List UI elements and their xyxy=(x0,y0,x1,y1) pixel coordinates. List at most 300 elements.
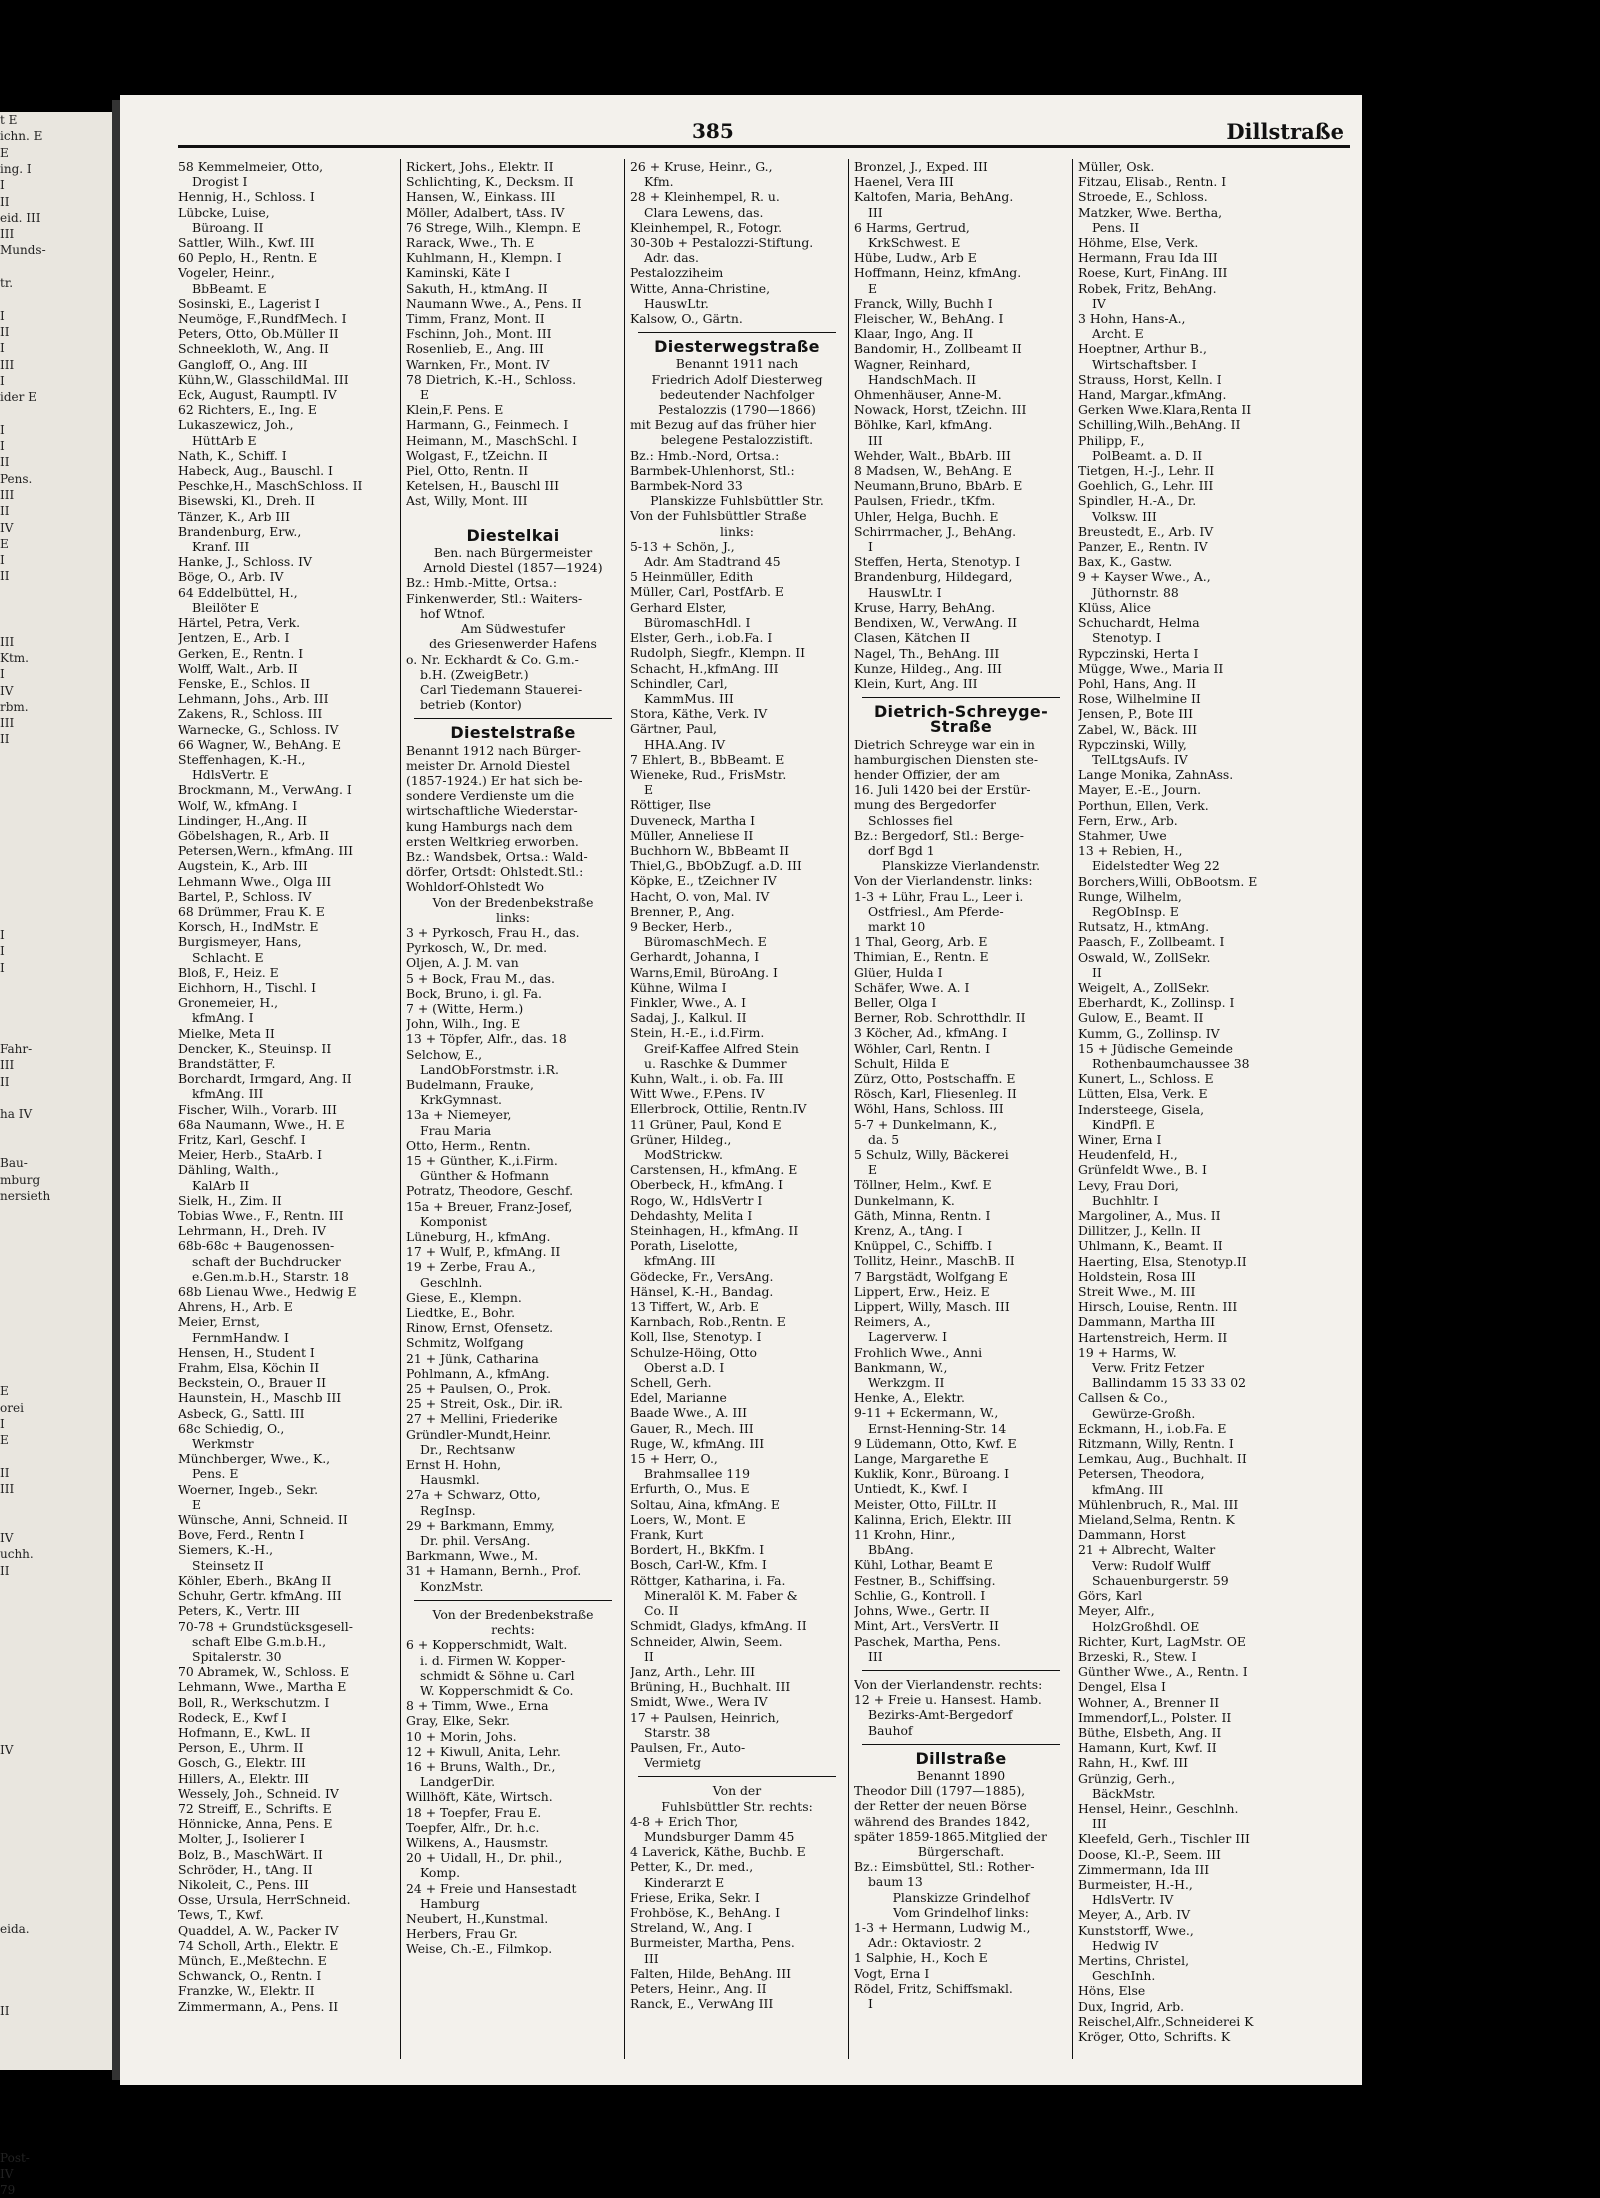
directory-entry: Kranf. III xyxy=(192,539,250,555)
directory-entry: Lippert, Erw., Heiz. E xyxy=(854,1283,990,1299)
directory-entry: LandgerDir. xyxy=(420,1774,496,1790)
directory-entry: 74 Scholl, Arth., Elektr. E xyxy=(178,1937,339,1953)
directory-entry: Habeck, Aug., Bauschl. I xyxy=(178,463,333,479)
running-head: Dillstraße xyxy=(1226,119,1344,144)
directory-entry: Bankmann, W., xyxy=(854,1359,948,1375)
left-page-text-fragment: II xyxy=(0,732,10,747)
directory-entry: 6 + Kopperschmidt, Walt. xyxy=(406,1637,568,1653)
directory-entry: Werkmstr xyxy=(192,1436,254,1452)
directory-entry: Bandomir, H., Zollbeamt II xyxy=(854,341,1022,357)
left-page-text-fragment: I xyxy=(0,373,5,388)
directory-entry: HauswLtr. I xyxy=(868,584,942,600)
directory-entry: Greif-Kaffee Alfred Stein xyxy=(644,1040,799,1056)
directory-entry: Werkzgm. II xyxy=(868,1375,945,1391)
page-number: 385 xyxy=(692,119,734,143)
directory-entry: Smidt, Wwe., Wera IV xyxy=(630,1694,768,1710)
left-page-text-fragment: IV xyxy=(0,1531,14,1546)
directory-entry: 16 + Bruns, Walth., Dr., xyxy=(406,1758,556,1774)
directory-entry: schmidt & Söhne u. Carl xyxy=(420,1667,575,1683)
directory-entry: Ast, Willy, Mont. III xyxy=(406,493,528,509)
directory-entry: Rypczinski, Herta I xyxy=(1078,645,1199,661)
directory-entry: Gray, Elke, Sekr. xyxy=(406,1713,510,1729)
directory-entry: Hand, Margar.,kfmAng. xyxy=(1078,387,1227,403)
directory-entry: kfmAng. III xyxy=(1092,1481,1164,1497)
directory-entry: Fritz, Karl, Geschf. I xyxy=(178,1132,306,1147)
directory-entry: 9 Becker, Herb., xyxy=(630,918,733,934)
directory-entry: Peters, Otto, Ob.Müller II xyxy=(178,326,339,342)
directory-entry: Schäfer, Wwe. A. I xyxy=(854,979,970,995)
directory-entry: 26 + Kruse, Heinr., G., xyxy=(630,159,773,174)
directory-entry: Grünzig, Gerh., xyxy=(1078,1770,1176,1786)
directory-entry: W. Kopperschmidt & Co. xyxy=(420,1682,574,1698)
directory-entry: III xyxy=(868,432,883,448)
directory-entry: Meier, Herb., StaArb. I xyxy=(178,1147,322,1163)
directory-entry: Frohlich Wwe., Anni xyxy=(854,1344,983,1360)
street-note: Ben. nach Bürgermeister xyxy=(433,545,593,561)
directory-entry: Hensen, H., Student I xyxy=(178,1344,315,1360)
directory-entry: Bolz, B., MaschWärt. II xyxy=(178,1846,323,1862)
left-page-text-fragment: mburg xyxy=(0,1172,41,1187)
directory-entry: Duveneck, Martha I xyxy=(630,812,756,828)
directory-entry: Indersteege, Gisela, xyxy=(1078,1101,1205,1117)
directory-entry: Stora, Käthe, Verk. IV xyxy=(630,706,768,722)
directory-entry: BbBeamt. E xyxy=(192,280,267,296)
directory-entry: Karnbach, Rob.,Rentn. E xyxy=(630,1314,786,1330)
directory-entry: HandschMach. II xyxy=(868,371,977,387)
left-page-text-fragment: II xyxy=(0,1465,10,1480)
directory-entry: Brahmsallee 119 xyxy=(644,1466,751,1482)
directory-entry: Weigelt, A., ZollSekr. xyxy=(1078,979,1210,995)
directory-entry: III xyxy=(868,204,883,220)
directory-entry: Dengel, Elsa I xyxy=(1078,1679,1166,1695)
directory-entry: 70 Abramek, W., Schloss. E xyxy=(178,1664,350,1680)
directory-entry: Warnecke, G., Schloss. IV xyxy=(178,721,339,737)
directory-entry: Oberst a.D. I xyxy=(644,1359,725,1375)
directory-entry: Heudenfeld, H., xyxy=(1078,1147,1178,1163)
left-page-text-fragment: uchh. xyxy=(0,1547,34,1562)
directory-entry: Brandstätter, F. xyxy=(178,1055,276,1071)
directory-entry: HHA.Ang. IV xyxy=(644,736,726,752)
directory-entry: 5 Schulz, Willy, Bäckerei xyxy=(854,1147,1009,1162)
directory-entry: Hübe, Ludw., Arb E xyxy=(854,250,977,266)
directory-entry: BüromaschHdl. I xyxy=(644,614,751,630)
directory-entry: Höhme, Else, Verk. xyxy=(1078,235,1199,251)
directory-entry: Immendorf,L., Polster. II xyxy=(1078,1709,1232,1725)
directory-entry: 1-3 + Lühr, Frau L., Leer i. xyxy=(854,888,1024,904)
directory-entry: sondere Verdienste um die xyxy=(406,788,575,804)
directory-entry: Beckstein, O., Brauer II xyxy=(178,1375,327,1391)
directory-entry: Budelmann, Frauke, xyxy=(406,1076,534,1092)
directory-entry: Gäth, Minna, Rentn. I xyxy=(854,1207,991,1223)
directory-entry: Mühlenbruch, R., Mal. III xyxy=(1078,1496,1239,1512)
directory-entry: Bz.: Bergedorf, Stl.: Berge- xyxy=(854,827,1024,843)
directory-entry: Korsch, H., IndMstr. E xyxy=(178,919,319,935)
directory-entry: 78 Dietrich, K.-H., Schloss. xyxy=(406,371,577,387)
directory-entry: Komponist xyxy=(420,1213,487,1229)
left-page-text-fragment: ing. I xyxy=(0,161,32,176)
left-page-text-fragment: Munds- xyxy=(0,243,46,258)
directory-entry: Schacht, H.,kfmAng. III xyxy=(630,660,779,676)
directory-entry: Wieneke, Rud., FrisMstr. xyxy=(630,766,787,782)
directory-entry: Gulow, E., Beamt. II xyxy=(1078,1010,1204,1026)
left-page-text-fragment: IV xyxy=(0,2166,14,2181)
directory-entry: Witt Wwe., F.Pens. IV xyxy=(630,1086,765,1102)
directory-entry: Erfurth, O., Mus. E xyxy=(630,1481,750,1497)
directory-entry: Warns,Emil, BüroAng. I xyxy=(630,964,778,980)
directory-entry: Lehmann Wwe., Olga III xyxy=(178,873,332,889)
directory-entry: 5 Heinmüller, Edith xyxy=(630,569,754,585)
directory-entry: Frohböse, K., BehAng. I xyxy=(630,1904,781,1920)
directory-entry: Fischer, Wilh., Vorarb. III xyxy=(178,1101,337,1117)
directory-entry: Verw: Rudolf Wulff xyxy=(1092,1557,1210,1573)
directory-entry: Janz, Arth., Lehr. III xyxy=(630,1663,756,1679)
directory-entry: Baade Wwe., A. III xyxy=(630,1405,748,1421)
street-note: Benannt 1911 nach xyxy=(675,356,799,372)
directory-entry: Rypczinski, Willy, xyxy=(1078,736,1187,752)
directory-entry: Kuklik, Konr., Büroang. I xyxy=(854,1466,1010,1482)
directory-entry: Starstr. 38 xyxy=(644,1724,711,1740)
directory-entry: hof Wtnof. xyxy=(420,605,486,621)
directory-entry: KalArb II xyxy=(192,1177,250,1193)
directory-entry: TelLtgsAufs. IV xyxy=(1092,751,1188,767)
directory-entry: Neumann,Bruno, BbArb. E xyxy=(854,478,1023,494)
directory-entry: Brzeski, R., Stew. I xyxy=(1078,1648,1197,1664)
directory-entry: Burgismeyer, Hans, xyxy=(178,934,302,950)
directory-entry: Kalinna, Erich, Elektr. III xyxy=(854,1511,1012,1527)
directory-entry: Stein, H.-E., i.d.Firm. xyxy=(630,1025,765,1041)
directory-entry: Doose, Kl.-P., Seem. III xyxy=(1078,1846,1221,1862)
directory-entry: Hanke, J., Schloss. IV xyxy=(178,554,312,570)
street-note: Fuhlsbüttler Str. rechts: xyxy=(661,1798,813,1814)
directory-entry: Levy, Frau Dori, xyxy=(1078,1177,1179,1193)
directory-entry: Kunze, Hildeg., Ang. III xyxy=(854,660,1002,676)
left-page-text-fragment: III xyxy=(0,1058,15,1073)
directory-entry: Henke, A., Elektr. xyxy=(854,1390,965,1406)
directory-entry: Köhler, Eberh., BkAng II xyxy=(178,1572,332,1588)
directory-entry: Dammann, Martha III xyxy=(1078,1314,1216,1330)
street-note: Planskizze Fuhlsbüttler Str. xyxy=(650,493,824,509)
directory-entry: Klein,F. Pens. E xyxy=(406,402,504,418)
directory-entry: Rosenlieb, E., Ang. III xyxy=(406,341,544,357)
street-note: links: xyxy=(496,909,530,925)
directory-entry: 9 + Kayser Wwe., A., xyxy=(1078,569,1211,585)
directory-entry: Gründler-Mundt,Heinr. xyxy=(406,1426,552,1442)
directory-entry: Nagel, Th., BehAng. III xyxy=(854,645,1000,661)
directory-entry: Mertins, Christel, xyxy=(1078,1952,1190,1968)
directory-entry: 28 + Kleinhempel, R. u. xyxy=(630,189,780,205)
directory-entry: Meyer, Alfr., xyxy=(1078,1603,1155,1619)
directory-entry: E xyxy=(192,1496,202,1512)
directory-entry: Liedtke, E., Bohr. xyxy=(406,1305,516,1321)
directory-entry: mit Bezug auf das früher hier xyxy=(630,417,816,433)
directory-entry: Schulze-Höing, Otto xyxy=(630,1344,757,1360)
left-page-text-fragment: orei xyxy=(0,1400,24,1415)
directory-entry: Hillers, A., Elektr. III xyxy=(178,1770,309,1786)
directory-entry: Tollitz, Heinr., MaschB. II xyxy=(854,1253,1015,1269)
directory-entry: Kröger, Otto, Schrifts. K xyxy=(1078,2028,1231,2044)
directory-entry: Lehmann, Johs., Arb. III xyxy=(178,691,329,707)
left-page-text-fragment: E xyxy=(0,536,9,551)
directory-entry: E xyxy=(868,1162,878,1178)
directory-entry: 29 + Barkmann, Emmy, xyxy=(406,1517,555,1533)
directory-entry: Schirrmacher, J., BehAng. xyxy=(854,523,1017,539)
directory-entry: KrkSchwest. E xyxy=(868,235,961,251)
directory-entry: Paschek, Martha, Pens. xyxy=(854,1633,1001,1649)
directory-entry: Herbers, Frau Gr. xyxy=(406,1926,518,1942)
directory-entry: Von der Fuhlsbüttler Straße xyxy=(630,508,807,524)
directory-entry: Warnken, Fr., Mont. IV xyxy=(406,356,550,372)
directory-entry: 68a Naumann, Wwe., H. E xyxy=(178,1116,345,1132)
left-page-text-fragment: Bau- xyxy=(0,1156,28,1171)
directory-entry: 24 + Freie und Hansestadt xyxy=(406,1880,577,1896)
directory-entry: Bz.: Hmb.-Nord, Ortsa.: xyxy=(630,447,780,463)
directory-entry: Wünsche, Anni, Schneid. II xyxy=(178,1512,348,1528)
directory-entry: 31 + Hamann, Bernh., Prof. xyxy=(406,1563,582,1579)
directory-entry: E xyxy=(868,280,878,296)
directory-entry: Knüppel, C., Schiffb. I xyxy=(854,1238,992,1254)
directory-entry: 3 + Pyrkosch, Frau H., das. xyxy=(406,924,580,940)
directory-entry: 13a + Niemeyer, xyxy=(406,1107,512,1123)
directory-entry: 30-30b + Pestalozzi-Stiftung. xyxy=(630,235,814,251)
directory-entry: 15a + Breuer, Franz-Josef, xyxy=(406,1198,573,1214)
directory-entry: 20 + Uidall, H., Dr. phil., xyxy=(406,1850,563,1866)
left-page-text-fragment: III xyxy=(0,1482,15,1497)
directory-entry: Holdstein, Rosa III xyxy=(1078,1268,1196,1284)
directory-entry: Steinhagen, H., kfmAng. II xyxy=(630,1223,799,1239)
directory-entry: Göbelshagen, R., Arb. II xyxy=(178,827,330,843)
directory-entry: Ahrens, H., Arb. E xyxy=(178,1299,293,1315)
directory-entry: Rahn, H., Kwf. III xyxy=(1078,1755,1189,1771)
directory-entry: Rothenbaumchaussee 38 xyxy=(1092,1055,1250,1071)
directory-entry: baum 13 xyxy=(868,1874,923,1890)
street-note: Vom Grindelhof links: xyxy=(893,1904,1029,1920)
left-page-text-fragment: t E xyxy=(0,113,18,127)
directory-entry: Mint, Art., VersVertr. II xyxy=(854,1618,999,1634)
directory-entry: 1-3 + Hermann, Ludwig M., xyxy=(854,1919,1031,1935)
directory-entry: Reischel,Alfr.,Schneiderei K xyxy=(1078,2013,1254,2029)
directory-entry: Archt. E xyxy=(1092,326,1144,342)
directory-entry: Burmeister, Martha, Pens. xyxy=(630,1935,795,1951)
directory-entry: Edel, Marianne xyxy=(630,1390,727,1406)
directory-entry: KonzMstr. xyxy=(420,1578,484,1594)
directory-entry: da. 5 xyxy=(868,1131,900,1147)
directory-page xyxy=(120,95,1362,2085)
left-page-text-fragment: Post- xyxy=(0,2150,30,2165)
directory-entry: Klein, Kurt, Ang. III xyxy=(854,675,978,691)
directory-entry: Lübcke, Luise, xyxy=(178,204,270,220)
directory-entry: Dr., Rechtsanw xyxy=(420,1441,516,1457)
directory-entry: Lüneburg, H., kfmAng. xyxy=(406,1229,551,1245)
street-note: Friedrich Adolf Diesterweg xyxy=(651,371,823,387)
directory-entry: Panzer, E., Rentn. IV xyxy=(1078,539,1208,555)
directory-entry: Hamburg xyxy=(420,1895,480,1911)
directory-entry: Zakens, R., Schloss. III xyxy=(178,706,323,722)
directory-entry: Sielk, H., Zim. II xyxy=(178,1192,282,1208)
directory-entry: Schuchardt, Helma xyxy=(1078,615,1200,631)
directory-entry: Peschke,H., MaschSchloss. II xyxy=(178,478,363,494)
left-page-text-fragment: II xyxy=(0,455,10,470)
directory-entry: Eichhorn, H., Tischl. I xyxy=(178,979,317,995)
directory-entry: der Retter der neuen Börse xyxy=(854,1798,1027,1814)
directory-entry: Steffenhagen, K.-H., xyxy=(178,751,306,767)
directory-entry: Münchberger, Wwe., K., xyxy=(178,1451,331,1467)
directory-entry: 1 Salphie, H., Koch E xyxy=(854,1950,988,1966)
directory-entry: Haenel, Vera III xyxy=(854,174,954,190)
directory-entry: III xyxy=(644,1950,659,1966)
directory-entry: meister Dr. Arnold Diestel xyxy=(406,757,570,773)
directory-entry: Hofmann, E., KwL. II xyxy=(178,1724,311,1740)
left-page-text-fragment: tr. xyxy=(0,276,14,290)
directory-entry: Piel, Otto, Rentn. II xyxy=(406,463,529,479)
directory-entry: Thimian, E., Rentn. E xyxy=(854,949,989,965)
directory-entry: o. Nr. Eckhardt & Co. G.m.- xyxy=(406,651,579,667)
directory-entry: Mügge, Wwe., Maria II xyxy=(1078,660,1224,676)
left-page-text-fragment: E xyxy=(0,145,9,160)
directory-entry: Dietrich Schreyge war ein in xyxy=(854,736,1035,752)
directory-entry: b.H. (ZweigBetr.) xyxy=(420,666,529,682)
directory-entry: 25 + Paulsen, O., Prok. xyxy=(406,1381,552,1397)
left-page-text-fragment: II xyxy=(0,2003,10,2018)
directory-entry: 70-78 + Grundstücksgesell- xyxy=(178,1618,353,1634)
directory-entry: Wehder, Walt., BbArb. III xyxy=(854,447,1011,463)
directory-entry: Bleilöter E xyxy=(192,599,260,615)
directory-entry: HdlsVertr. E xyxy=(192,767,269,783)
directory-entry: Büthe, Elsbeth, Ang. II xyxy=(1078,1724,1222,1740)
directory-entry: Wohldorf-Ohlstedt Wo xyxy=(406,879,544,895)
directory-entry: Buchhltr. I xyxy=(1092,1192,1159,1208)
directory-entry: Bloß, F., Heiz. E xyxy=(178,964,279,980)
directory-entry: Böge, O., Arb. IV xyxy=(178,569,284,585)
directory-entry: KrkGymnast. xyxy=(420,1092,502,1108)
directory-entry: Ritzmann, Willy, Rentn. I xyxy=(1078,1436,1234,1452)
directory-entry: Weise, Ch.-E., Filmkop. xyxy=(406,1941,553,1957)
directory-entry: Kaltofen, Maria, BehAng. xyxy=(854,189,1014,205)
directory-entry: 6 Harms, Gertrud, xyxy=(854,219,970,235)
directory-entry: Oswald, W., ZollSekr. xyxy=(1078,949,1211,965)
left-page-text-fragment: I xyxy=(0,341,5,356)
directory-entry: Schauenburgerstr. 59 xyxy=(1092,1572,1229,1588)
directory-entry: Von der Vierlandenstr. links: xyxy=(854,873,1033,889)
directory-entry: Bronzel, J., Exped. III xyxy=(854,159,988,174)
directory-entry: 21 + Jünk, Catharina xyxy=(406,1350,539,1366)
directory-entry: Hönnicke, Anna, Pens. E xyxy=(178,1816,333,1832)
directory-entry: Lange Monika, ZahnAss. xyxy=(1078,767,1234,783)
left-page-text-fragment: I xyxy=(0,553,5,568)
directory-entry: Sadaj, J., Kalkul. II xyxy=(630,1010,747,1026)
directory-entry: Fitzau, Elisab., Rentn. I xyxy=(1078,174,1227,190)
directory-entry: Wolgast, F., tZeichn. II xyxy=(406,447,548,463)
directory-entry: Verw. Fritz Fetzer xyxy=(1092,1360,1205,1376)
directory-entry: Kuhlmann, H., Klempn. I xyxy=(406,250,562,266)
directory-entry: Runge, Wilhelm, xyxy=(1078,888,1182,904)
directory-entry: Rarack, Wwe., Th. E xyxy=(406,235,535,251)
directory-entry: Rinow, Ernst, Ofensetz. xyxy=(406,1320,554,1336)
directory-entry: 68b Lienau Wwe., Hedwig E xyxy=(178,1284,357,1300)
directory-entry: Gerken, E., Rentn. I xyxy=(178,645,304,661)
directory-entry: Brüning, H., Buchhalt. III xyxy=(630,1679,791,1695)
directory-entry: Sattler, Wilh., Kwf. III xyxy=(178,235,315,251)
directory-entry: kfmAng. III xyxy=(644,1253,716,1269)
directory-entry: wirtschaftliche Wiederstar- xyxy=(406,803,578,819)
directory-entry: Ohmenhäuser, Anne-M. xyxy=(854,387,1002,403)
left-page-text-fragment: I xyxy=(0,178,5,193)
directory-entry: Spitalerstr. 30 xyxy=(192,1648,282,1664)
directory-entry: Falten, Hilde, BehAng. III xyxy=(630,1965,791,1981)
section-separator xyxy=(862,697,1060,698)
column-divider xyxy=(624,159,625,2059)
left-page-text-fragment: 79 xyxy=(0,2183,16,2198)
directory-entry: Tietgen, H.-J., Lehr. II xyxy=(1078,463,1215,479)
directory-entry: Wagner, Reinhard, xyxy=(854,356,971,372)
directory-entry: ersten Weltkrieg erworben. xyxy=(406,833,579,849)
directory-entry: Volksw. III xyxy=(1092,508,1157,524)
left-page-text-fragment: I xyxy=(0,422,5,437)
directory-entry: Schlie, G., Kontroll. I xyxy=(854,1587,986,1603)
directory-entry: Röttger, Katharina, i. Fa. xyxy=(630,1572,786,1588)
directory-entry: Lippert, Willy, Masch. III xyxy=(854,1299,1010,1315)
directory-entry: 7 + (Witte, Herm.) xyxy=(406,1000,524,1016)
directory-entry: Beller, Olga I xyxy=(854,994,937,1010)
directory-entry: Borchers,Willi, ObBootsm. E xyxy=(1078,873,1258,889)
left-page-text-fragment: IV xyxy=(0,1743,14,1757)
directory-entry: E xyxy=(420,387,430,403)
directory-entry: Sakuth, H., ktmAng. II xyxy=(406,280,548,296)
directory-entry: Dähling, Walth., xyxy=(178,1162,279,1178)
street-note: Von der Bredenbekstraße xyxy=(432,894,594,910)
directory-entry: 68c Schiedig, O., xyxy=(178,1420,285,1436)
street-note: des Griesenwerder Hafens xyxy=(429,636,597,652)
directory-entry: Theodor Dill (1797—1885), xyxy=(854,1783,1026,1799)
street-note: Benannt 1890 xyxy=(916,1767,1006,1783)
section-separator xyxy=(862,1744,1060,1745)
directory-entry: Kinderarzt E xyxy=(644,1874,725,1890)
directory-entry: Mineralöl K. M. Faber & xyxy=(644,1587,798,1603)
directory-entry: Lehrmann, H., Dreh. IV xyxy=(178,1223,326,1239)
directory-entry: Schlosses fiel xyxy=(868,812,953,828)
directory-entry: Bordert, H., BkKfm. I xyxy=(630,1542,765,1558)
directory-entry: Müller, Anneliese II xyxy=(630,827,754,843)
directory-entry: Wöhl, Hans, Schloss. III xyxy=(854,1101,1004,1117)
directory-entry: Streland, W., Ang. I xyxy=(630,1920,752,1936)
directory-entry: Oljen, A. J. M. van xyxy=(406,955,519,971)
directory-entry: Köpke, E., tZeichner IV xyxy=(630,873,777,889)
directory-entry: Schlacht. E xyxy=(192,949,264,965)
directory-entry: Adr.: Oktaviostr. 2 xyxy=(868,1935,982,1951)
directory-entry: Bisewski, Kl., Dreh. II xyxy=(178,493,315,509)
directory-entry: Untiedt, K., Kwf. I xyxy=(854,1481,968,1497)
directory-entry: Zimmermann, Ida III xyxy=(1078,1861,1210,1877)
directory-entry: Potratz, Theodore, Geschf. xyxy=(406,1183,574,1199)
directory-entry: Augstein, K., Arb. III xyxy=(178,858,308,874)
directory-entry: Stenotyp. I xyxy=(1092,630,1161,646)
directory-entry: Eck, August, Raumptl. IV xyxy=(178,387,337,403)
directory-entry: kfmAng. I xyxy=(192,1010,254,1026)
left-page-text-fragment: II xyxy=(0,1074,10,1089)
directory-entry: Drogist I xyxy=(192,174,248,190)
directory-entry: Gärtner, Paul, xyxy=(630,721,717,737)
directory-entry: Bax, K., Gastw. xyxy=(1078,554,1173,570)
directory-entry: Quaddel, A. W., Packer IV xyxy=(178,1922,339,1938)
directory-entry: Schuhr, Gertr. kfmAng. III xyxy=(178,1588,342,1604)
directory-entry: 66 Wagner, W., BehAng. E xyxy=(178,736,342,752)
directory-entry: Loers, W., Mont. E xyxy=(630,1511,746,1527)
directory-entry: 1 Thal, Georg, Arb. E xyxy=(854,934,988,950)
directory-entry: Meyer, A., Arb. IV xyxy=(1078,1907,1191,1923)
directory-entry: hender Offizier, der am xyxy=(854,766,1000,782)
directory-entry: Margoliner, A., Mus. II xyxy=(1078,1208,1221,1224)
directory-entry: Schneider, Alwin, Seem. xyxy=(630,1633,783,1649)
directory-entry: Tänzer, K., Arb III xyxy=(178,508,291,524)
